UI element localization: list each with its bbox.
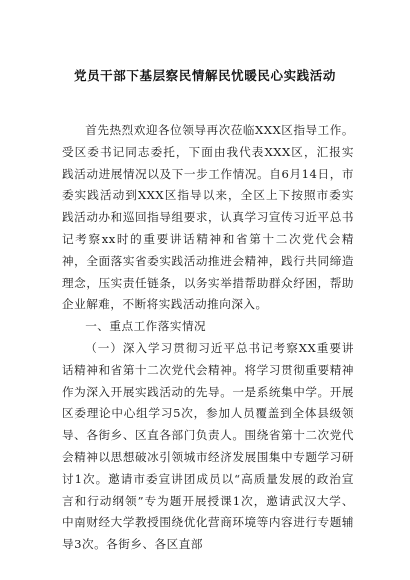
intro-paragraph: 首先热烈欢迎各位领导再次莅临XXX区指导工作。受区委书记同志委托，下面由我代表XXX区，汇报实践活动进展情况以及下一步工作情况。自6月14日，市委实践活动到XXX区指导以来，全区上下按照市委实践活动办和巡回指导组要求，认真学习宣传习近平总书记考察xx时的重要讲话精神和省第十二次党代会精神，全面落实省委实践活动推进会精神，践行共同缔造理念，压实责任链条，以务实举措帮助群众纾困，帮助企业解难，不断将实践活动推向深入。	[62, 123, 354, 312]
document-body	[62, 120, 354, 556]
subsection-paragraph: （一）深入学习贯彻习近平总书记考察XX重要讲话精神和省第十二次党代会精神。将学习贯彻重要精神作为深入开展实践活动的先导。一是系统集中学。开展区委理论中心组学习5次，参加人员覆盖到全体县级领导、各街乡、区直各部门负责人。围绕省第十二次党代会精神以思想破冰引领城市经济发展围集中专题学习研讨1次。邀请市委宣讲团成员以“高质量发展的政治宣言和行动纲领”专为题开展授课1次，邀请武汉大学、中南财经大学教授围绕优化营商环境等内容进行专题辅导3次。各街乡、各区直部	[62, 340, 354, 552]
section-heading: 一、重点工作落实情况	[85, 319, 207, 334]
document-title: 党员干部下基层察民情解民忧暖民心实践活动	[73, 68, 336, 83]
